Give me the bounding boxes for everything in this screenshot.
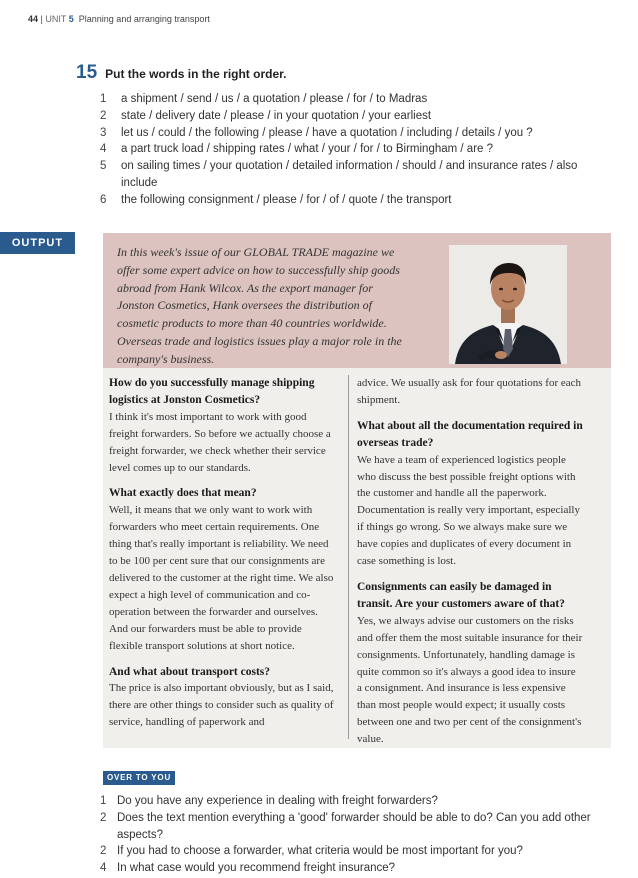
interview-question: What exactly does that mean? xyxy=(109,487,257,500)
interview-question: Consignments can easily be damaged in transit. Are your customers aware of that? xyxy=(357,580,565,610)
item-number: 2 xyxy=(100,845,107,858)
item-number: 2 xyxy=(100,811,107,824)
header-separator: | xyxy=(40,14,43,24)
item-text: If you had to choose a forwarder, what criteria would be most important for you? xyxy=(117,845,523,858)
list-item xyxy=(100,125,600,142)
item-number: 4 xyxy=(100,143,107,156)
list-item xyxy=(100,843,600,860)
page-number: 44 xyxy=(28,14,39,24)
list-item xyxy=(100,158,600,192)
output-label: OUTPUT xyxy=(0,232,75,254)
article-left-column xyxy=(109,375,335,740)
over-to-you-label: OVER TO YOU xyxy=(103,771,175,785)
list-item xyxy=(100,860,600,877)
list-item xyxy=(100,108,600,125)
interview-answer: I think it's most important to work with good freight forwarders. So before we actually choose a freight forwarder, we check whether their service level comes up to our standards. xyxy=(109,410,331,474)
interview-question: How do you successfully manage shipping logistics at Jonston Cosmetics? xyxy=(109,377,315,406)
item-number: 2 xyxy=(100,109,107,122)
item-text: on sailing times / your quotation / detailed information / should / and insurance rates / also include xyxy=(121,160,578,189)
interview-answer: Well, it means that we only want to work with forwarders who meet certain requirements. One thing that's really important is reliability. We need to be 100 per cent sure that our consignments are delivered to the customer at the right time. We also expect a high level of communication and co-operation between the forwarder and ourselves. And our forwarders must be able to provide flexible transport solutions at short notice. xyxy=(109,504,334,652)
page-header xyxy=(28,14,210,24)
item-text: In what case would you recommend freight insurance? xyxy=(117,862,396,875)
interview-question: What about all the documentation required in overseas trade? xyxy=(357,419,583,449)
column-divider xyxy=(348,375,349,739)
article-box xyxy=(103,233,611,748)
exercise-heading xyxy=(76,62,286,84)
item-number: 1 xyxy=(100,93,107,105)
interview-answer: advice. We usually ask for four quotations for each shipment. xyxy=(357,377,582,406)
item-number: 1 xyxy=(100,795,107,807)
unit-label: UNIT 5 xyxy=(45,14,74,24)
unit-title: Planning and arranging transport xyxy=(78,14,210,24)
item-text: state / delivery date / please / in your quotation / your earliest xyxy=(121,109,432,122)
list-item xyxy=(100,91,600,108)
interview-answer: The price is also important obviously, but as I said, there are other things to consider such as quality of service, handling of paperwork and xyxy=(109,682,334,729)
interview-question: And what about transport costs? xyxy=(109,665,271,678)
interview-answer: Yes, we always advise our customers on the risks and offer them the most suitable insurance for their consignments. Unfortunately, handling damage is quite common so it's always a good idea to insure a consignment. And insurance is less expensive than most people would expect; it usually costs between one and two per cent of the consignment's value. xyxy=(357,614,583,746)
item-text: a shipment / send / us / a quotation / please / for / to Madras xyxy=(121,93,428,105)
businessman-portrait-image xyxy=(449,245,567,364)
item-text: Does the text mention everything a 'good' forwarder should be able to do? Can you add other aspects? xyxy=(117,811,591,841)
portrait-photo xyxy=(449,245,567,364)
list-item xyxy=(100,793,600,810)
item-text: Do you have any experience in dealing with freight forwarders? xyxy=(117,795,438,807)
article-intro: In this week's issue of our GLOBAL TRADE magazine we offer some expert advice on how to successfully ship goods abroad from Hank Wilcox. As the export manager for Jonston Cosmetics, Hank oversees the distribution of cosmetic products to more than 40 countries worldwide. Overseas trade and logistics issues play a major role in the company's business. xyxy=(117,245,402,366)
exercise-number: 15 xyxy=(76,62,98,83)
item-number: 5 xyxy=(100,160,107,173)
article-right-column xyxy=(357,375,583,757)
item-number: 6 xyxy=(100,193,107,206)
list-item xyxy=(100,810,600,844)
exercise-instruction: Put the words in the right order. xyxy=(105,67,287,81)
item-text: the following consignment / please / for / of / quote / the transport xyxy=(121,193,452,206)
item-text: a part truck load / shipping rates / what / your / for / to Birmingham / are ? xyxy=(121,143,494,156)
item-number: 3 xyxy=(100,126,107,139)
interview-answer: We have a team of experienced logistics people who discuss the best possible freight options with the customer and handle all the paperwork. Documentation is really very important, especially if things go wrong. So we always make sure we have copies and duplicates of every document in case something is lost. xyxy=(357,453,580,568)
exercise-list xyxy=(100,91,600,209)
list-item xyxy=(100,192,600,209)
unit-number: 5 xyxy=(68,14,74,24)
over-to-you-list xyxy=(100,793,600,877)
item-text: let us / could / the following / please / have a quotation / including / details / you ? xyxy=(121,126,533,139)
item-number: 4 xyxy=(100,862,107,875)
list-item xyxy=(100,141,600,158)
